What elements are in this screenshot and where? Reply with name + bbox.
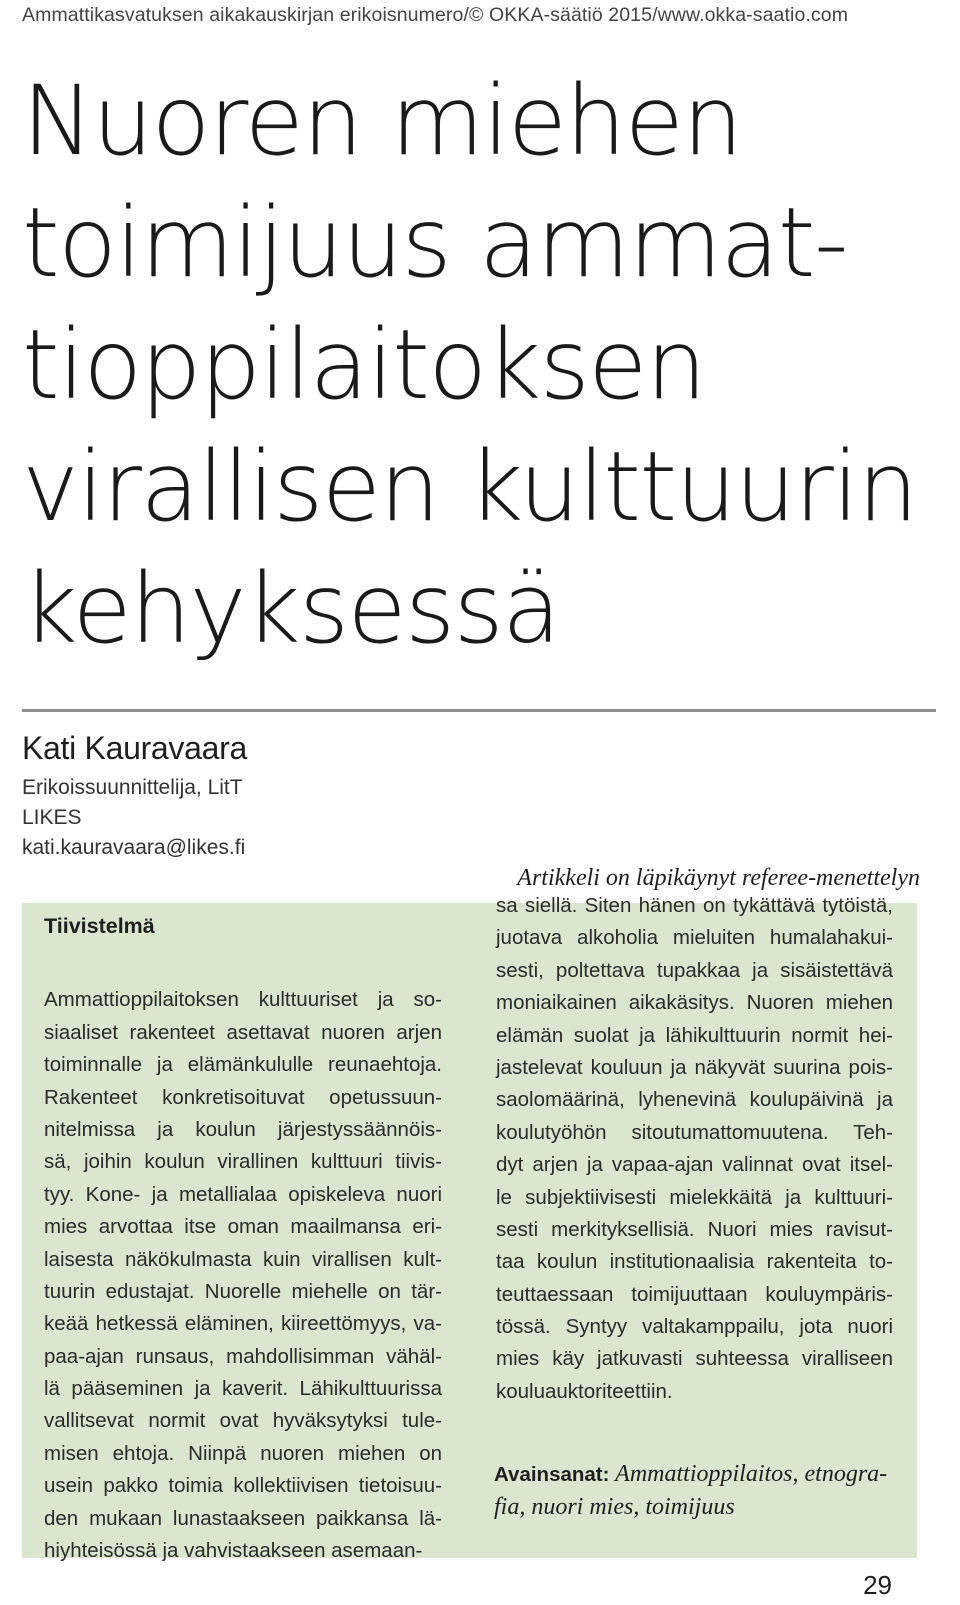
abstract-line: keää hetkessä eläminen, kiireettömyys, va- [44,1312,442,1336]
abstract-line: siaaliset rakenteet asettavat nuoren arjen [44,1020,442,1044]
title-line: Nuoren miehen [22,65,742,177]
abstract-line: nitelmissa ja koulun järjestyssäännöis- [44,1117,442,1141]
title-line: toimijuus ammat- [22,187,848,299]
abstract-line: Rakenteet konkretisoituvat opetussuun- [44,1085,442,1109]
title-line: tioppilaitoksen [22,309,706,421]
abstract-line: vallitsevat normit ovat hyväksytyksi tule- [44,1409,442,1433]
keywords-label: Avainsanat: [494,1463,610,1486]
title-line: kehyksessä [22,553,560,665]
abstract-line: den mukaan lunastaakseen paikkansa lä- [44,1506,442,1530]
abstract-line: tössä. Syntyy valtakamppailu, jota nuori [496,1315,893,1339]
author-email: kati.kauravaara@likes.fi [22,836,246,859]
abstract-line: elämän suolat ja lähikulttuurin normit hei- [496,1023,893,1047]
abstract-line: teuttaessaan toimijuuttaan kouluympäris- [496,1282,893,1306]
article-title [22,60,947,670]
abstract-heading: Tiivistelmä [44,914,155,938]
title-line: virallisen kulttuurin [22,431,917,543]
abstract-line: usein pakko toimia kollektiivisen tietoisuu- [44,1474,442,1498]
abstract-line: paa-ajan runsaus, mahdollisimman vähäl- [44,1344,442,1368]
keywords [494,1458,904,1524]
abstract-line: moniaikainen aikakäsitys. Nuoren miehen [496,991,893,1015]
abstract-line: saolomäärinä, lyhenevinä koulupäivinä ja [496,1088,893,1112]
abstract-line: sesti, poltettava tupakkaa ja sisäistettävä [496,958,893,982]
author-position: Erikoissuunnittelija, LitT [22,776,243,799]
abstract-line: toiminnalle ja elämänkululle reunaehtoja. [44,1053,442,1077]
abstract-line: koulutyöhön sitoutumattomuutena. Teh- [496,1120,893,1144]
abstract-line: lä pääseminen ja kaverit. Lähikulttuurissa [44,1377,442,1401]
author-name: Kati Kauravaara [22,730,247,766]
keywords-text: Ammattioppilaitos, etnogra-fia, nuori mies, toimijuus [494,1461,888,1520]
page-number: 29 [863,1570,892,1600]
abstract-column-right [496,890,893,1408]
abstract-line: taa koulun institutionaalisia rakenteita to- [496,1250,893,1274]
title-divider [22,709,936,712]
abstract-line: Ammattioppilaitoksen kulttuuriset ja so- [44,988,442,1012]
abstract-line: mies käy jatkuvasti suhteessa viralliseen [496,1347,893,1371]
abstract-line: dyt arjen ja vapaa-ajan valinnat ovat itsel- [496,1153,893,1177]
abstract-column-left [44,952,442,1567]
abstract-line: hiyhteisössä ja vahvistaakseen asemaan- [44,1539,423,1563]
abstract-line: kouluauktoriteettiin. [496,1379,673,1403]
abstract-line: jastelevat kouluun ja näkyvät suurina pois- [496,1055,893,1079]
abstract-line: tyy. Kone- ja metallialaa opiskeleva nuori [44,1182,442,1206]
abstract-line [44,952,442,984]
author-organization: LIKES [22,806,82,829]
abstract-line: mies arvottaa itse oman maailmansa eri- [44,1215,442,1239]
abstract-line: sesti merkityksellisiä. Nuori mies ravisut- [496,1217,893,1241]
journal-header: Ammattikasvatuksen aikakauskirjan erikoisnumero/© OKKA-säätiö 2015/www.okka-saatio.com [22,4,849,26]
abstract-line: misen ehtoja. Niinpä nuoren miehen on [44,1441,442,1465]
abstract-line: sa siellä. Siten hänen on tykättävä tytöistä, [496,894,893,917]
abstract-line: sä, joihin koulun virallinen kulttuuri tiivis- [44,1150,442,1174]
abstract-line: le subjektiivisesti mielekkäitä ja kulttuuri- [496,1185,893,1209]
referee-note: Artikkeli on läpikäynyt referee-menettelyn [517,865,920,891]
abstract-line: tuurin edustajat. Nuorelle miehelle on tär- [44,1279,442,1303]
abstract-line: juotava alkoholia mieluiten humalahakui- [496,926,893,950]
abstract-line: laisesta näkökulmasta kuin virallisen kult- [44,1247,442,1271]
